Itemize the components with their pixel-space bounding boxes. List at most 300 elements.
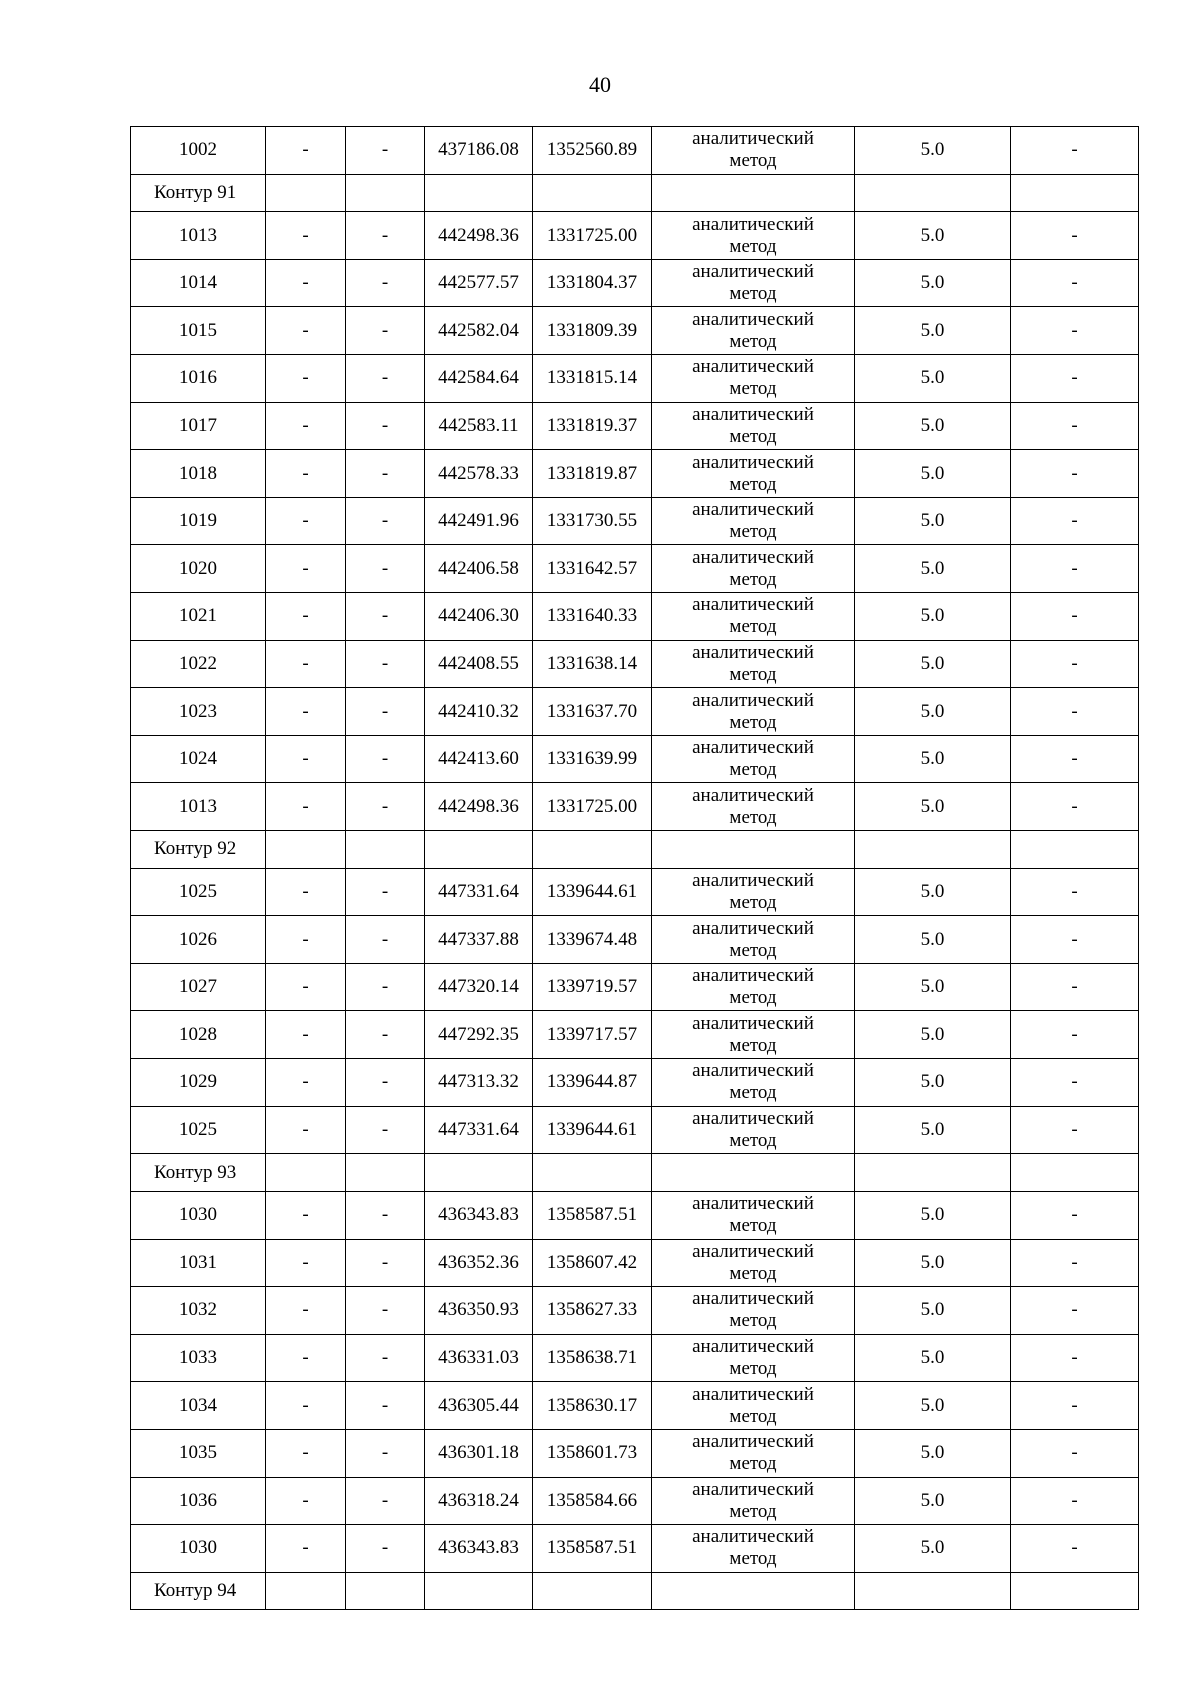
method-line-2: метод	[729, 473, 777, 495]
method-line-1: аналитический	[692, 1240, 814, 1262]
accuracy-cell: 5.0	[855, 1191, 1011, 1239]
y-coordinate-cell: 1331819.87	[533, 450, 652, 498]
point-id-cell: 1015	[131, 307, 266, 355]
contour-label: Контур 91	[131, 174, 266, 212]
method-cell	[652, 1287, 855, 1335]
empty-cell	[266, 831, 346, 869]
dash-cell: -	[266, 127, 346, 175]
contour-header-row	[131, 1154, 1139, 1192]
y-coordinate-cell: 1331730.55	[533, 497, 652, 545]
y-coordinate-cell: 1339674.48	[533, 916, 652, 964]
method-line-2: метод	[729, 283, 777, 305]
dash-cell: -	[266, 963, 346, 1011]
accuracy-cell: 5.0	[855, 1429, 1011, 1477]
accuracy-cell: 5.0	[855, 307, 1011, 355]
x-coordinate-cell: 442498.36	[425, 212, 533, 260]
method-cell	[652, 1525, 855, 1573]
accuracy-cell: 5.0	[855, 1477, 1011, 1525]
y-coordinate-cell: 1339717.57	[533, 1011, 652, 1059]
dash-cell: -	[266, 545, 346, 593]
dash-cell: -	[1011, 1287, 1139, 1335]
dash-cell: -	[1011, 1382, 1139, 1430]
x-coordinate-cell: 447331.64	[425, 1106, 533, 1154]
method-cell	[652, 1191, 855, 1239]
dash-cell: -	[346, 640, 425, 688]
method-line-1: аналитический	[692, 1193, 814, 1215]
method-line-2: метод	[729, 939, 777, 961]
table-row	[131, 307, 1139, 355]
point-id-cell: 1036	[131, 1477, 266, 1525]
dash-cell: -	[266, 688, 346, 736]
method-line-1: аналитический	[692, 1288, 814, 1310]
point-id-cell: 1031	[131, 1239, 266, 1287]
method-cell	[652, 355, 855, 403]
method-line-2: метод	[729, 1453, 777, 1475]
y-coordinate-cell: 1339644.61	[533, 868, 652, 916]
method-line-2: метод	[729, 711, 777, 733]
dash-cell: -	[1011, 1106, 1139, 1154]
dash-cell: -	[266, 1011, 346, 1059]
dash-cell: -	[1011, 1239, 1139, 1287]
method-cell	[652, 1059, 855, 1107]
y-coordinate-cell: 1358587.51	[533, 1525, 652, 1573]
y-coordinate-cell: 1331725.00	[533, 783, 652, 831]
table-row	[131, 1429, 1139, 1477]
method-line-1: аналитический	[692, 1526, 814, 1548]
point-id-cell: 1027	[131, 963, 266, 1011]
method-cell	[652, 783, 855, 831]
page-number: 40	[589, 72, 611, 97]
method-cell	[652, 640, 855, 688]
dash-cell: -	[346, 1059, 425, 1107]
empty-cell	[533, 1572, 652, 1610]
empty-cell	[425, 831, 533, 869]
method-line-2: метод	[729, 378, 777, 400]
method-cell	[652, 1429, 855, 1477]
dash-cell: -	[266, 1059, 346, 1107]
method-cell	[652, 1239, 855, 1287]
dash-cell: -	[346, 497, 425, 545]
x-coordinate-cell: 442406.58	[425, 545, 533, 593]
y-coordinate-cell: 1358607.42	[533, 1239, 652, 1287]
method-line-2: метод	[729, 1129, 777, 1151]
method-cell	[652, 545, 855, 593]
empty-cell	[855, 831, 1011, 869]
dash-cell: -	[1011, 127, 1139, 175]
dash-cell: -	[346, 688, 425, 736]
method-line-1: аналитический	[692, 1431, 814, 1453]
table-row	[131, 1106, 1139, 1154]
method-cell	[652, 963, 855, 1011]
accuracy-cell: 5.0	[855, 735, 1011, 783]
y-coordinate-cell: 1358587.51	[533, 1191, 652, 1239]
table-row	[131, 127, 1139, 175]
x-coordinate-cell: 436318.24	[425, 1477, 533, 1525]
empty-cell	[652, 831, 855, 869]
point-id-cell: 1021	[131, 593, 266, 641]
dash-cell: -	[1011, 1059, 1139, 1107]
empty-cell	[533, 831, 652, 869]
contour-label: Контур 94	[131, 1572, 266, 1610]
table-row	[131, 593, 1139, 641]
y-coordinate-cell: 1331819.37	[533, 402, 652, 450]
table-row	[131, 402, 1139, 450]
accuracy-cell: 5.0	[855, 593, 1011, 641]
method-line-2: метод	[729, 1405, 777, 1427]
dash-cell: -	[1011, 1525, 1139, 1573]
point-id-cell: 1030	[131, 1525, 266, 1573]
table-row	[131, 450, 1139, 498]
dash-cell: -	[346, 868, 425, 916]
method-cell	[652, 212, 855, 260]
point-id-cell: 1034	[131, 1382, 266, 1430]
empty-cell	[346, 1572, 425, 1610]
x-coordinate-cell: 442408.55	[425, 640, 533, 688]
method-cell	[652, 1477, 855, 1525]
method-cell	[652, 497, 855, 545]
y-coordinate-cell: 1358638.71	[533, 1334, 652, 1382]
method-line-2: метод	[729, 759, 777, 781]
method-line-1: аналитический	[692, 356, 814, 378]
method-cell	[652, 688, 855, 736]
point-id-cell: 1022	[131, 640, 266, 688]
y-coordinate-cell: 1331639.99	[533, 735, 652, 783]
x-coordinate-cell: 442498.36	[425, 783, 533, 831]
accuracy-cell: 5.0	[855, 545, 1011, 593]
x-coordinate-cell: 447337.88	[425, 916, 533, 964]
y-coordinate-cell: 1358630.17	[533, 1382, 652, 1430]
dash-cell: -	[266, 916, 346, 964]
point-id-cell: 1014	[131, 259, 266, 307]
method-line-2: метод	[729, 150, 777, 172]
method-line-1: аналитический	[692, 1336, 814, 1358]
x-coordinate-cell: 447313.32	[425, 1059, 533, 1107]
y-coordinate-cell: 1358627.33	[533, 1287, 652, 1335]
method-line-2: метод	[729, 521, 777, 543]
accuracy-cell: 5.0	[855, 1059, 1011, 1107]
y-coordinate-cell: 1331637.70	[533, 688, 652, 736]
method-line-1: аналитический	[692, 689, 814, 711]
contour-header-row	[131, 1572, 1139, 1610]
method-line-2: метод	[729, 425, 777, 447]
dash-cell: -	[346, 1334, 425, 1382]
dash-cell: -	[346, 1106, 425, 1154]
x-coordinate-cell: 442413.60	[425, 735, 533, 783]
table-row	[131, 916, 1139, 964]
x-coordinate-cell: 447292.35	[425, 1011, 533, 1059]
x-coordinate-cell: 436331.03	[425, 1334, 533, 1382]
x-coordinate-cell: 442582.04	[425, 307, 533, 355]
dash-cell: -	[266, 1106, 346, 1154]
dash-cell: -	[346, 212, 425, 260]
empty-cell	[533, 1154, 652, 1192]
dash-cell: -	[1011, 450, 1139, 498]
x-coordinate-cell: 442578.33	[425, 450, 533, 498]
dash-cell: -	[1011, 1477, 1139, 1525]
dash-cell: -	[1011, 497, 1139, 545]
point-id-cell: 1013	[131, 212, 266, 260]
table-row	[131, 1525, 1139, 1573]
method-cell	[652, 1106, 855, 1154]
dash-cell: -	[1011, 735, 1139, 783]
y-coordinate-cell: 1358584.66	[533, 1477, 652, 1525]
method-line-2: метод	[729, 330, 777, 352]
y-coordinate-cell: 1339719.57	[533, 963, 652, 1011]
dash-cell: -	[266, 259, 346, 307]
table-row	[131, 1382, 1139, 1430]
method-line-2: метод	[729, 235, 777, 257]
dash-cell: -	[266, 593, 346, 641]
x-coordinate-cell: 442584.64	[425, 355, 533, 403]
accuracy-cell: 5.0	[855, 450, 1011, 498]
table-row	[131, 497, 1139, 545]
dash-cell: -	[1011, 307, 1139, 355]
dash-cell: -	[1011, 402, 1139, 450]
method-line-1: аналитический	[692, 213, 814, 235]
point-id-cell: 1023	[131, 688, 266, 736]
dash-cell: -	[346, 1525, 425, 1573]
y-coordinate-cell: 1331640.33	[533, 593, 652, 641]
method-line-2: метод	[729, 616, 777, 638]
dash-cell: -	[346, 545, 425, 593]
dash-cell: -	[346, 355, 425, 403]
point-id-cell: 1016	[131, 355, 266, 403]
table-row	[131, 688, 1139, 736]
table-row	[131, 963, 1139, 1011]
accuracy-cell: 5.0	[855, 402, 1011, 450]
empty-cell	[346, 174, 425, 212]
dash-cell: -	[266, 1239, 346, 1287]
point-id-cell: 1018	[131, 450, 266, 498]
point-id-cell: 1013	[131, 783, 266, 831]
empty-cell	[266, 1572, 346, 1610]
point-id-cell: 1020	[131, 545, 266, 593]
accuracy-cell: 5.0	[855, 1011, 1011, 1059]
dash-cell: -	[266, 1287, 346, 1335]
method-cell	[652, 593, 855, 641]
dash-cell: -	[266, 450, 346, 498]
method-line-2: метод	[729, 987, 777, 1009]
method-line-1: аналитический	[692, 308, 814, 330]
y-coordinate-cell: 1358601.73	[533, 1429, 652, 1477]
accuracy-cell: 5.0	[855, 212, 1011, 260]
dash-cell: -	[346, 1382, 425, 1430]
method-line-2: метод	[729, 891, 777, 913]
method-line-2: метод	[729, 1500, 777, 1522]
dash-cell: -	[266, 735, 346, 783]
empty-cell	[1011, 1572, 1139, 1610]
contour-header-row	[131, 174, 1139, 212]
empty-cell	[346, 1154, 425, 1192]
point-id-cell: 1030	[131, 1191, 266, 1239]
accuracy-cell: 5.0	[855, 127, 1011, 175]
dash-cell: -	[346, 307, 425, 355]
x-coordinate-cell: 442583.11	[425, 402, 533, 450]
method-cell	[652, 1382, 855, 1430]
method-line-2: метод	[729, 1262, 777, 1284]
dash-cell: -	[346, 1239, 425, 1287]
accuracy-cell: 5.0	[855, 783, 1011, 831]
table-row	[131, 1477, 1139, 1525]
x-coordinate-cell: 442410.32	[425, 688, 533, 736]
method-line-1: аналитический	[692, 1060, 814, 1082]
x-coordinate-cell: 447320.14	[425, 963, 533, 1011]
point-id-cell: 1035	[131, 1429, 266, 1477]
method-line-1: аналитический	[692, 499, 814, 521]
dash-cell: -	[266, 1429, 346, 1477]
method-line-1: аналитический	[692, 261, 814, 283]
y-coordinate-cell: 1331642.57	[533, 545, 652, 593]
dash-cell: -	[266, 1525, 346, 1573]
accuracy-cell: 5.0	[855, 1287, 1011, 1335]
method-line-2: метод	[729, 1358, 777, 1380]
dash-cell: -	[346, 735, 425, 783]
empty-cell	[855, 174, 1011, 212]
method-line-2: метод	[729, 1310, 777, 1332]
x-coordinate-cell: 436352.36	[425, 1239, 533, 1287]
dash-cell: -	[266, 783, 346, 831]
empty-cell	[1011, 1154, 1139, 1192]
dash-cell: -	[266, 1382, 346, 1430]
dash-cell: -	[346, 1191, 425, 1239]
method-line-1: аналитический	[692, 737, 814, 759]
method-line-1: аналитический	[692, 451, 814, 473]
point-id-cell: 1026	[131, 916, 266, 964]
method-cell	[652, 1334, 855, 1382]
point-id-cell: 1025	[131, 1106, 266, 1154]
x-coordinate-cell: 436301.18	[425, 1429, 533, 1477]
dash-cell: -	[266, 402, 346, 450]
dash-cell: -	[1011, 593, 1139, 641]
point-id-cell: 1002	[131, 127, 266, 175]
empty-cell	[346, 831, 425, 869]
point-id-cell: 1017	[131, 402, 266, 450]
dash-cell: -	[266, 497, 346, 545]
dash-cell: -	[346, 1287, 425, 1335]
method-line-1: аналитический	[692, 869, 814, 891]
y-coordinate-cell: 1331725.00	[533, 212, 652, 260]
table-row	[131, 1011, 1139, 1059]
accuracy-cell: 5.0	[855, 1334, 1011, 1382]
dash-cell: -	[1011, 545, 1139, 593]
dash-cell: -	[266, 307, 346, 355]
accuracy-cell: 5.0	[855, 1525, 1011, 1573]
method-cell	[652, 868, 855, 916]
dash-cell: -	[346, 963, 425, 1011]
accuracy-cell: 5.0	[855, 868, 1011, 916]
dash-cell: -	[266, 868, 346, 916]
method-line-1: аналитический	[692, 1107, 814, 1129]
method-line-1: аналитический	[692, 594, 814, 616]
dash-cell: -	[1011, 783, 1139, 831]
table-row	[131, 735, 1139, 783]
dash-cell: -	[1011, 1191, 1139, 1239]
accuracy-cell: 5.0	[855, 1106, 1011, 1154]
method-line-1: аналитический	[692, 403, 814, 425]
dash-cell: -	[346, 1429, 425, 1477]
table-row	[131, 259, 1139, 307]
table-row	[131, 1239, 1139, 1287]
y-coordinate-cell: 1352560.89	[533, 127, 652, 175]
method-cell	[652, 127, 855, 175]
method-line-2: метод	[729, 806, 777, 828]
y-coordinate-cell: 1331804.37	[533, 259, 652, 307]
dash-cell: -	[266, 355, 346, 403]
table-row	[131, 212, 1139, 260]
empty-cell	[425, 174, 533, 212]
accuracy-cell: 5.0	[855, 355, 1011, 403]
method-line-1: аналитический	[692, 917, 814, 939]
y-coordinate-cell: 1331809.39	[533, 307, 652, 355]
method-line-1: аналитический	[692, 1383, 814, 1405]
dash-cell: -	[346, 450, 425, 498]
method-line-2: метод	[729, 663, 777, 685]
method-line-2: метод	[729, 1034, 777, 1056]
dash-cell: -	[1011, 1011, 1139, 1059]
dash-cell: -	[1011, 1429, 1139, 1477]
table-row	[131, 1059, 1139, 1107]
dash-cell: -	[346, 916, 425, 964]
x-coordinate-cell: 442577.57	[425, 259, 533, 307]
method-line-1: аналитический	[692, 546, 814, 568]
dash-cell: -	[1011, 355, 1139, 403]
accuracy-cell: 5.0	[855, 640, 1011, 688]
dash-cell: -	[1011, 259, 1139, 307]
point-id-cell: 1028	[131, 1011, 266, 1059]
x-coordinate-cell: 436350.93	[425, 1287, 533, 1335]
table-row	[131, 1191, 1139, 1239]
empty-cell	[855, 1154, 1011, 1192]
table-row	[131, 1334, 1139, 1382]
empty-cell	[425, 1154, 533, 1192]
accuracy-cell: 5.0	[855, 1239, 1011, 1287]
method-line-1: аналитический	[692, 1012, 814, 1034]
accuracy-cell: 5.0	[855, 963, 1011, 1011]
method-cell	[652, 1011, 855, 1059]
dash-cell: -	[1011, 868, 1139, 916]
method-line-1: аналитический	[692, 128, 814, 150]
contour-header-row	[131, 831, 1139, 869]
table-row	[131, 868, 1139, 916]
coordinates-table	[130, 126, 1139, 1610]
table-body	[131, 127, 1139, 1610]
dash-cell: -	[346, 402, 425, 450]
x-coordinate-cell: 436343.83	[425, 1525, 533, 1573]
empty-cell	[652, 174, 855, 212]
y-coordinate-cell: 1339644.87	[533, 1059, 652, 1107]
table-row	[131, 545, 1139, 593]
method-line-2: метод	[729, 1082, 777, 1104]
dash-cell: -	[346, 1011, 425, 1059]
dash-cell: -	[346, 593, 425, 641]
empty-cell	[266, 1154, 346, 1192]
accuracy-cell: 5.0	[855, 259, 1011, 307]
point-id-cell: 1029	[131, 1059, 266, 1107]
dash-cell: -	[266, 1191, 346, 1239]
method-cell	[652, 307, 855, 355]
dash-cell: -	[1011, 916, 1139, 964]
x-coordinate-cell: 442406.30	[425, 593, 533, 641]
method-cell	[652, 402, 855, 450]
empty-cell	[533, 174, 652, 212]
method-cell	[652, 916, 855, 964]
point-id-cell: 1019	[131, 497, 266, 545]
method-cell	[652, 259, 855, 307]
method-line-2: метод	[729, 1215, 777, 1237]
x-coordinate-cell: 436343.83	[425, 1191, 533, 1239]
dash-cell: -	[346, 127, 425, 175]
empty-cell	[425, 1572, 533, 1610]
